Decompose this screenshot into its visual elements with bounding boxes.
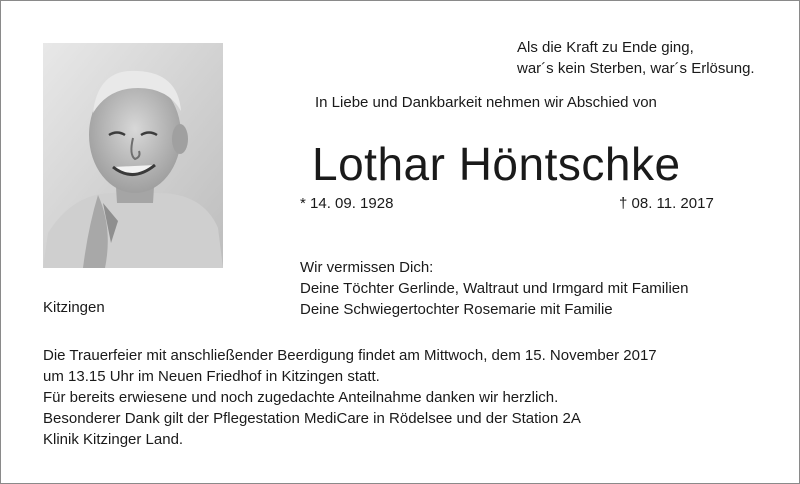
mourners-line-3: Deine Schwiegertochter Rosemarie mit Familie [300,301,613,318]
deceased-name: Lothar Höntschke [312,138,681,190]
place-name: Kitzingen [43,299,105,316]
notice-line-4: Besonderer Dank gilt der Pflegestation MediCare in Rödelsee und der Station 2A [43,410,581,427]
portrait-photo [43,43,223,268]
notice-line-2: um 13.15 Uhr im Neuen Friedhof in Kitzingen statt. [43,368,380,385]
poem-line-1: Als die Kraft zu Ende ging, [517,39,694,56]
mourners-line-1: Wir vermissen Dich: [300,259,434,276]
notice-line-5: Klinik Kitzinger Land. [43,431,184,448]
death-date: † 08. 11. 2017 [619,195,714,212]
mourners-line-2: Deine Töchter Gerlinde, Waltraut und Irmgard mit Familien [300,280,689,297]
birth-date: * 14. 09. 1928 [300,195,394,212]
notice-line-3: Für bereits erwiesene und noch zugedachte Anteilnahme danken wir herzlich. [43,389,559,406]
mourners-block [300,257,688,320]
poem-verse [517,37,755,79]
notice-line-1: Die Trauerfeier mit anschließender Beerdigung findet am Mittwoch, dem 15. November 2017 [43,347,657,364]
funeral-notice [43,345,657,450]
intro-text: In Liebe und Dankbarkeit nehmen wir Abschied von [315,94,657,111]
poem-line-2: war´s kein Sterben, war´s Erlösung. [517,60,755,77]
